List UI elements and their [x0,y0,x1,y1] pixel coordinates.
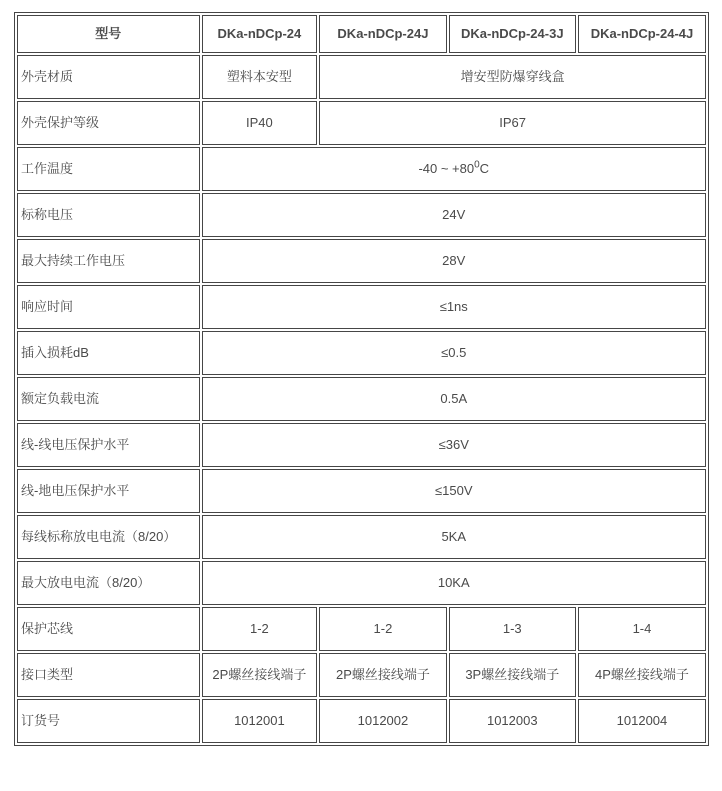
spec-value-cell: 24V [202,193,707,237]
spec-value-cell: ≤0.5 [202,331,707,375]
spec-value-cell: 1-3 [449,607,576,651]
spec-label-cell: 线-线电压保护水平 [17,423,200,467]
spec-value-cell: 1-2 [319,607,446,651]
temperature-value: -40 ~ +80 [418,161,475,177]
spec-label-cell: 每线标称放电电流（8/20） [17,515,200,559]
model-header-cell: DKa-nDCp-24-4J [578,15,706,53]
spec-label-cell: 额定负载电流 [17,377,200,421]
spec-value-cell: 5KA [202,515,707,559]
spec-label-cell: 线-地电压保护水平 [17,469,200,513]
model-header-label: 型号 [17,15,200,53]
spec-label-cell: 外壳保护等级 [17,101,200,145]
spec-label-cell: 保护芯线 [17,607,200,651]
temperature-unit: C [479,161,490,177]
spec-value-cell: 1012003 [449,699,576,743]
spec-value-cell: 增安型防爆穿线盒 [319,55,706,99]
spec-value-cell [202,147,707,191]
spec-value-cell: 塑料本安型 [202,55,318,99]
spec-row-insertion-loss [17,331,706,375]
spec-label-cell: 外壳材质 [17,55,200,99]
spec-value-cell: IP67 [319,101,706,145]
spec-label-cell: 插入损耗dB [17,331,200,375]
spec-row-protected-cores [17,607,706,651]
spec-row-rated-load-current [17,377,706,421]
spec-label-cell: 订货号 [17,699,200,743]
spec-value-cell: ≤36V [202,423,707,467]
spec-label-cell: 响应时间 [17,285,200,329]
spec-row-order-number [17,699,706,743]
model-header-cell: DKa-nDCp-24-3J [449,15,576,53]
spec-row-interface-type [17,653,706,697]
spec-value-cell: 10KA [202,561,707,605]
spec-value-cell: 1012004 [578,699,706,743]
spec-value-cell: IP40 [202,101,318,145]
spec-label-cell: 接口类型 [17,653,200,697]
spec-value-cell: 2P螺丝接线端子 [202,653,318,697]
spec-row-line-line-protection [17,423,706,467]
spec-row-response-time [17,285,706,329]
temperature-superscript: 0 [474,159,480,171]
spec-value-cell: 28V [202,239,707,283]
spec-row-max-discharge-current [17,561,706,605]
model-header-cell: DKa-nDCp-24J [319,15,446,53]
spec-row-nominal-voltage [17,193,706,237]
spec-value-cell: 4P螺丝接线端子 [578,653,706,697]
spec-value-cell: ≤1ns [202,285,707,329]
spec-value-cell: 2P螺丝接线端子 [319,653,446,697]
spec-row-housing-material [17,55,706,99]
spec-row-max-continuous-voltage [17,239,706,283]
spec-label-cell: 最大放电电流（8/20） [17,561,200,605]
spec-label-cell: 标称电压 [17,193,200,237]
spec-value-cell: 1012001 [202,699,318,743]
header-row [17,15,706,53]
spec-row-line-ground-protection [17,469,706,513]
spec-row-housing-protection [17,101,706,145]
model-header-cell: DKa-nDCp-24 [202,15,318,53]
spec-value-cell: ≤150V [202,469,707,513]
spec-label-cell: 工作温度 [17,147,200,191]
spec-value-cell: 1012002 [319,699,446,743]
spec-value-cell: 0.5A [202,377,707,421]
spec-label-cell: 最大持续工作电压 [17,239,200,283]
spec-value-cell: 3P螺丝接线端子 [449,653,576,697]
spec-table [14,12,709,746]
spec-value-cell: 1-4 [578,607,706,651]
spec-row-nominal-discharge-current [17,515,706,559]
spec-value-cell: 1-2 [202,607,318,651]
spec-row-operating-temperature [17,147,706,191]
